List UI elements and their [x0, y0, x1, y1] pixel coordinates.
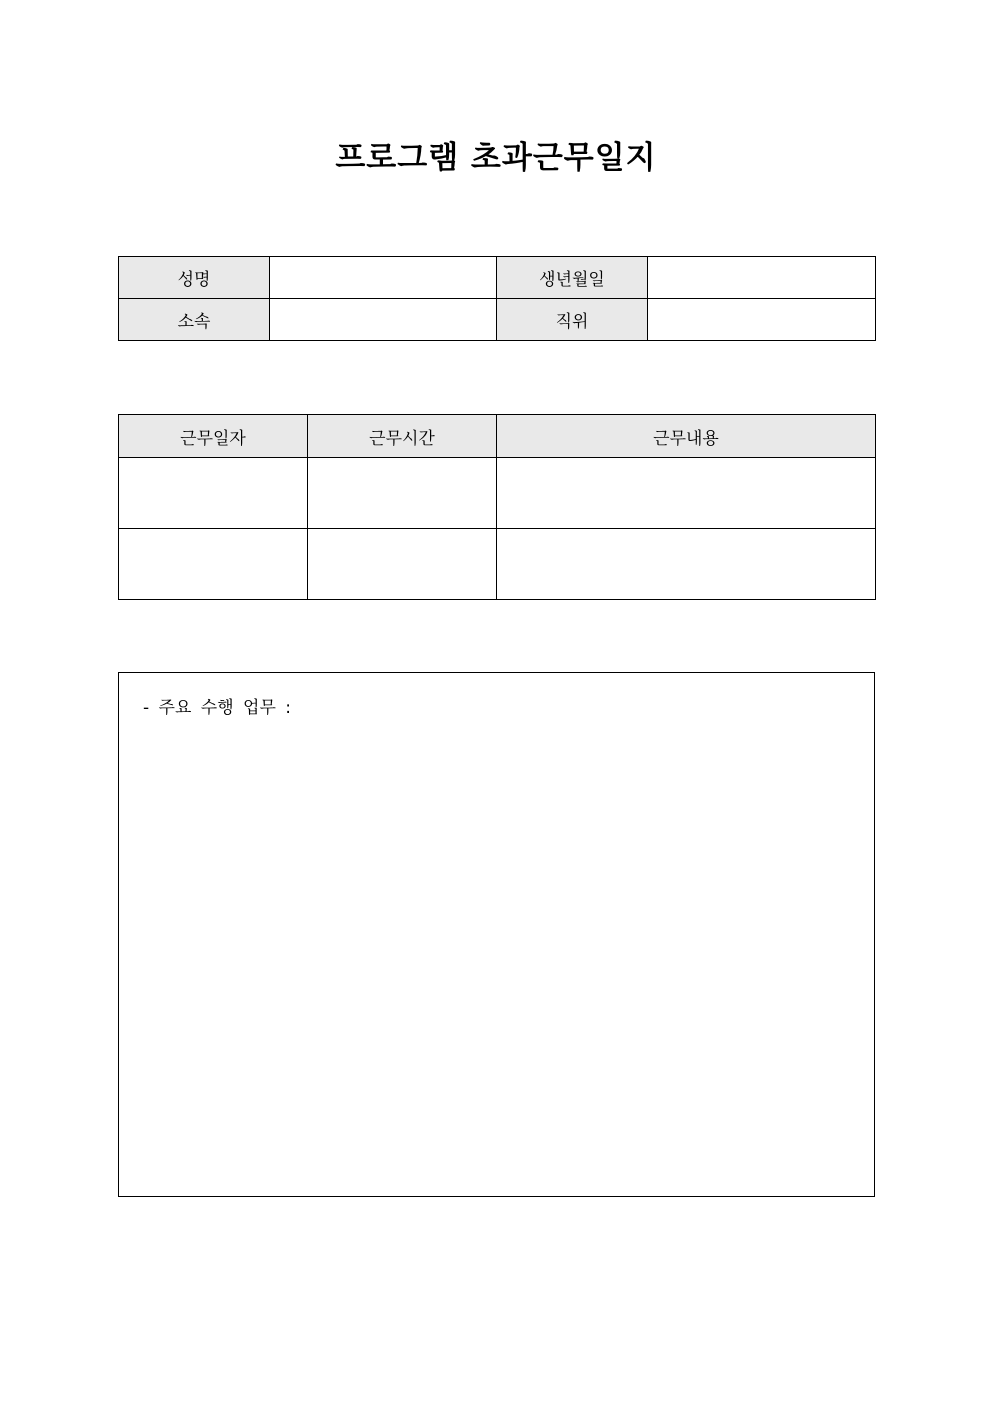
table-row [119, 458, 876, 529]
work-content-cell[interactable] [497, 529, 876, 600]
work-hours-cell[interactable] [308, 529, 497, 600]
affiliation-field[interactable] [270, 299, 497, 341]
work-date-cell[interactable] [119, 529, 308, 600]
affiliation-label: 소속 [119, 299, 270, 341]
column-header-work-date: 근무일자 [119, 415, 308, 458]
birthdate-label: 생년월일 [497, 257, 648, 299]
name-label: 성명 [119, 257, 270, 299]
column-header-work-hours: 근무시간 [308, 415, 497, 458]
info-row [119, 299, 876, 341]
personal-info-table [118, 256, 876, 341]
position-field[interactable] [648, 299, 876, 341]
work-log-header-row [119, 415, 876, 458]
info-row [119, 257, 876, 299]
position-label: 직위 [497, 299, 648, 341]
table-row [119, 529, 876, 600]
work-log-table [118, 414, 876, 600]
birthdate-field[interactable] [648, 257, 876, 299]
main-duties-box[interactable] [118, 672, 875, 1197]
column-header-work-content: 근무내용 [497, 415, 876, 458]
name-field[interactable] [270, 257, 497, 299]
page-title: 프로그램 초과근무일지 [335, 140, 657, 176]
work-date-cell[interactable] [119, 458, 308, 529]
main-duties-label: - 주요 수행 업무 : [143, 698, 292, 718]
work-content-cell[interactable] [497, 458, 876, 529]
work-hours-cell[interactable] [308, 458, 497, 529]
